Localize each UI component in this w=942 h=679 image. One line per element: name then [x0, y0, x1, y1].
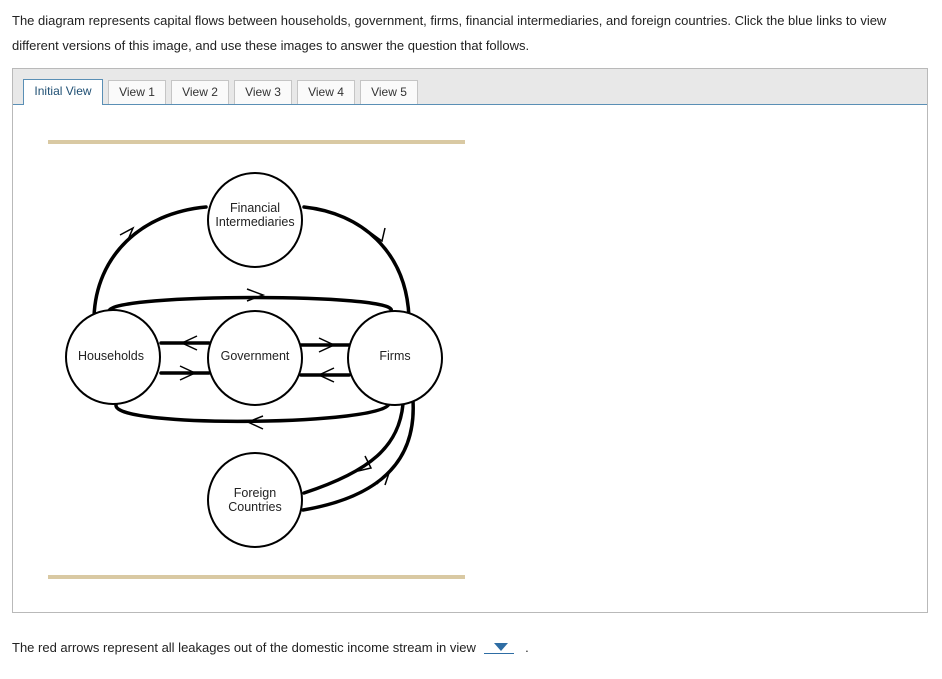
tab-view-3[interactable]: View 3	[234, 80, 292, 104]
image-viewer-panel	[12, 68, 928, 613]
answer-dropdown[interactable]	[484, 639, 514, 654]
households-label: Households	[77, 349, 145, 363]
foreign-label-line1: Foreign	[233, 486, 277, 500]
financial-label-line1: Financial	[229, 201, 281, 215]
question-row	[12, 639, 529, 655]
question-period: .	[525, 640, 529, 655]
tab-view-5[interactable]: View 5	[360, 80, 418, 104]
arrowhead-firms-foreign	[377, 470, 390, 485]
capital-flow-diagram	[13, 105, 927, 611]
chevron-down-icon	[494, 643, 508, 651]
view-tabs	[13, 69, 927, 105]
firms-label: Firms	[379, 349, 411, 363]
tab-view-1[interactable]: View 1	[108, 80, 166, 104]
foreign-label-line2: Countries	[228, 500, 282, 514]
tab-view-2[interactable]: View 2	[171, 80, 229, 104]
tab-view-4[interactable]: View 4	[297, 80, 355, 104]
instructions-text: The diagram represents capital flows between households, government, firms, financial intermediaries, and foreign countries. Click the blue links to view different versions of this image, and use these images to answer the question that follows.	[12, 13, 887, 53]
tab-initial-view[interactable]: Initial View	[23, 79, 103, 105]
financial-label-line2: Intermediaries	[215, 215, 295, 229]
government-label: Government	[220, 349, 290, 363]
question-text: The red arrows represent all leakages out of the domestic income stream in view	[12, 640, 476, 655]
